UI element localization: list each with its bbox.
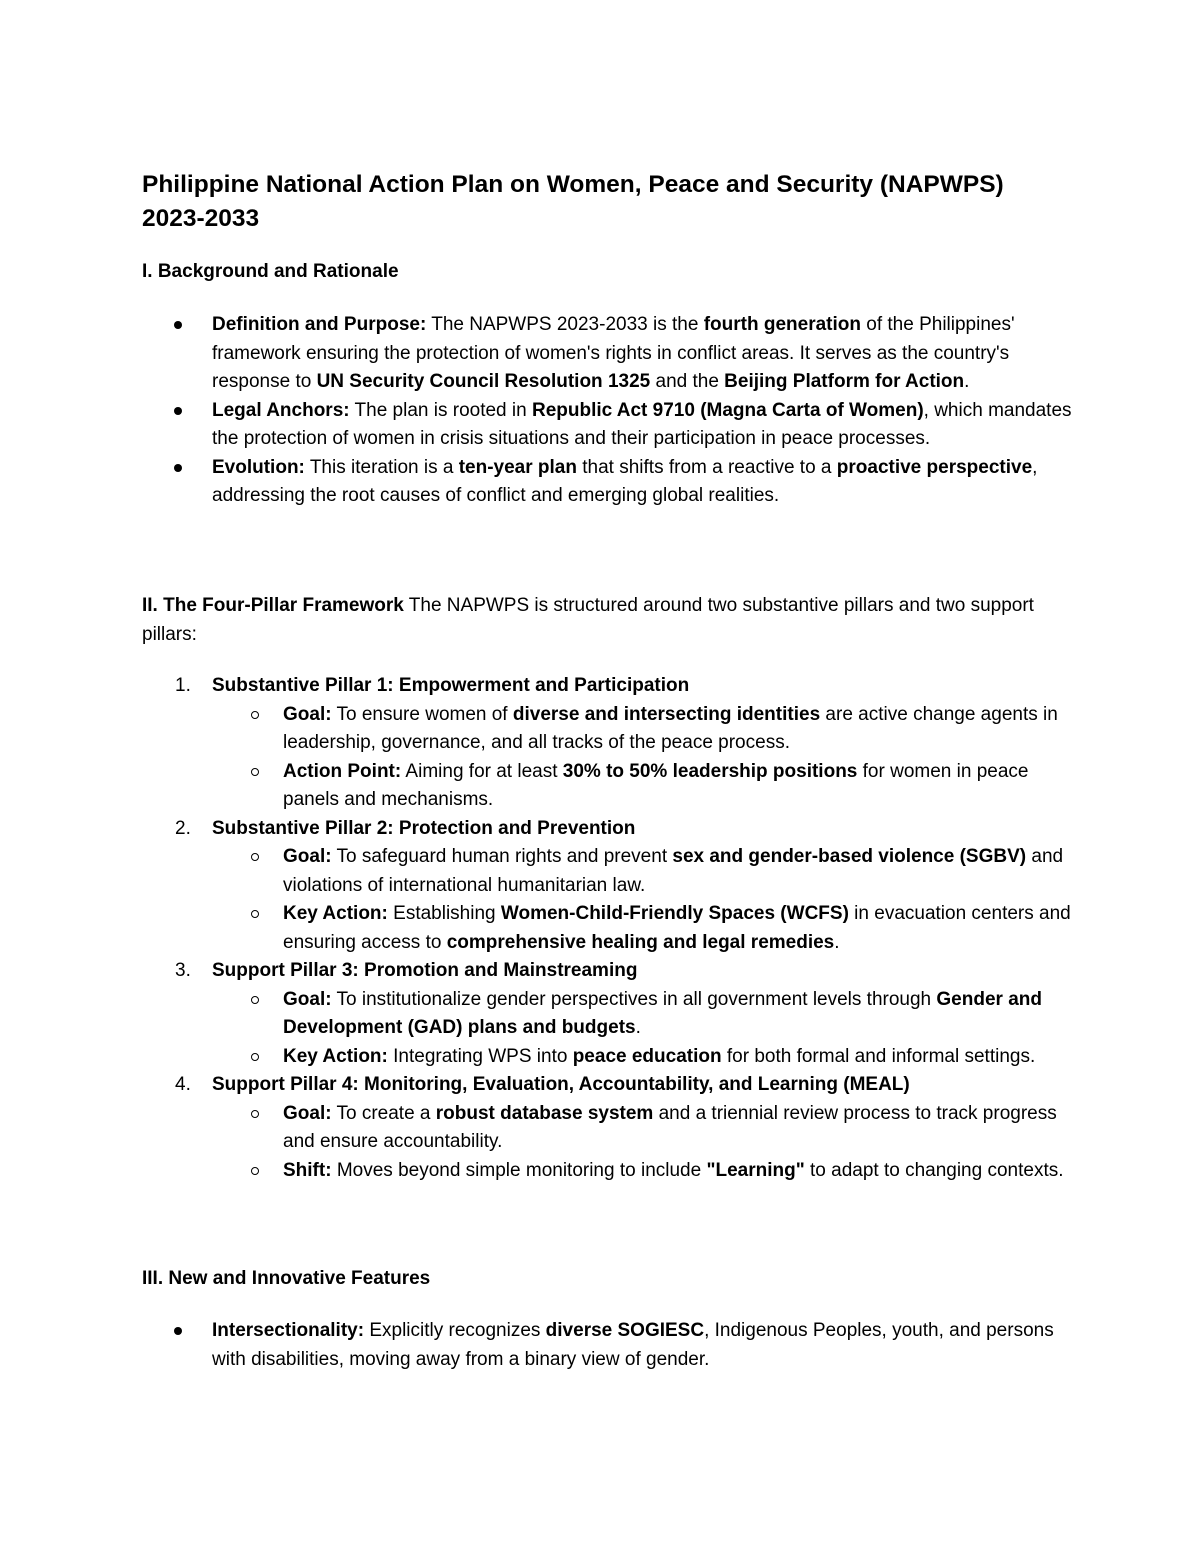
background-bullet-list	[142, 311, 1072, 511]
pillar-title: Substantive Pillar 1: Empowerment and Participation	[212, 675, 690, 696]
pillar-item	[142, 957, 1072, 1071]
features-bullet-list	[142, 1317, 1072, 1374]
item-label: Intersectionality:	[212, 1320, 365, 1341]
pillar-title: Support Pillar 4: Monitoring, Evaluation, Accountability, and Learning (MEAL)	[212, 1074, 910, 1095]
pillar-title: Support Pillar 3: Promotion and Mainstreaming	[212, 960, 638, 981]
section-framework-intro: II. The Four-Pillar Framework The NAPWPS is structured around two substantive pillars and two support pillars:	[142, 595, 1034, 645]
circle-bullet-icon	[251, 1053, 259, 1061]
pillar-sublist	[212, 1100, 1072, 1186]
bullet-icon	[174, 464, 182, 472]
list-number: 3.	[175, 960, 191, 981]
pillar-item	[142, 815, 1072, 958]
pillar-item	[142, 672, 1072, 815]
sub-list-item: Action Point: Aiming for at least 30% to 50% leadership positions for women in peace panels and mechanisms.	[212, 758, 1072, 815]
sub-list-item: Goal: To ensure women of diverse and intersecting identities are active change agents in leadership, governance, and all tracks of the peace process.	[212, 701, 1072, 758]
item-label: Definition and Purpose:	[212, 314, 427, 335]
list-item-intersectionality: Intersectionality: Explicitly recognizes diverse SOGIESC, Indigenous Peoples, youth, and persons with disabilities, moving away from a binary view of gender.	[142, 1317, 1072, 1374]
circle-bullet-icon	[251, 768, 259, 776]
pillar-sublist	[212, 843, 1072, 957]
item-label: Legal Anchors:	[212, 399, 350, 421]
pillar-sublist	[212, 986, 1072, 1072]
list-item-legal-anchors: Legal Anchors: The plan is rooted in Republic Act 9710 (Magna Carta of Women), which mandates the protection of women in crisis situations and their participation in peace processes.	[142, 397, 1072, 454]
circle-bullet-icon	[251, 996, 259, 1004]
section-heading-background: I. Background and Rationale	[142, 261, 399, 282]
sub-list-item: Goal: To safeguard human rights and prevent sex and gender-based violence (SGBV) and violations of international humanitarian law.	[212, 843, 1072, 900]
page-title: Philippine National Action Plan on Women, Peace and Security (NAPWPS) 2023-2033	[142, 171, 1004, 232]
list-number: 2.	[175, 817, 191, 839]
pillar-sublist	[212, 701, 1072, 815]
list-number: 1.	[175, 675, 191, 696]
bullet-icon	[174, 1327, 182, 1335]
pillar-list	[142, 672, 1072, 1185]
circle-bullet-icon	[251, 1167, 259, 1175]
pillar-item	[142, 1071, 1072, 1185]
circle-bullet-icon	[251, 853, 259, 861]
circle-bullet-icon	[251, 910, 259, 918]
circle-bullet-icon	[251, 711, 259, 719]
section-heading-features: III. New and Innovative Features	[142, 1268, 431, 1289]
section-heading-framework: II. The Four-Pillar Framework	[142, 595, 404, 616]
sub-list-item: Key Action: Establishing Women-Child-Friendly Spaces (WCFS) in evacuation centers and ensuring access to comprehensive healing and legal remedies.	[212, 900, 1072, 957]
sub-list-item: Shift: Moves beyond simple monitoring to include "Learning" to adapt to changing contexts.	[212, 1157, 1072, 1186]
list-item-evolution: Evolution: This iteration is a ten-year plan that shifts from a reactive to a proactive perspective, addressing the root causes of conflict and emerging global realities.	[142, 454, 1072, 511]
circle-bullet-icon	[251, 1110, 259, 1118]
pillar-title: Substantive Pillar 2: Protection and Prevention	[212, 817, 636, 839]
bullet-icon	[174, 407, 182, 415]
sub-list-item: Goal: To institutionalize gender perspectives in all government levels through Gender and Development (GAD) plans and budgets.	[212, 986, 1072, 1043]
sub-list-item: Goal: To create a robust database system and a triennial review process to track progress and ensure accountability.	[212, 1100, 1072, 1157]
bullet-icon	[174, 321, 182, 329]
list-number: 4.	[175, 1074, 191, 1095]
item-label: Evolution:	[212, 456, 305, 478]
list-item-definition: Definition and Purpose: The NAPWPS 2023-2033 is the fourth generation of the Philippines' framework ensuring the protection of women's rights in conflict areas. It serves as the country's response to UN Security Council Resolution 1325 and the Beijing Platform for Action.	[142, 311, 1072, 397]
sub-list-item: Key Action: Integrating WPS into peace education for both formal and informal settings.	[212, 1043, 1072, 1072]
